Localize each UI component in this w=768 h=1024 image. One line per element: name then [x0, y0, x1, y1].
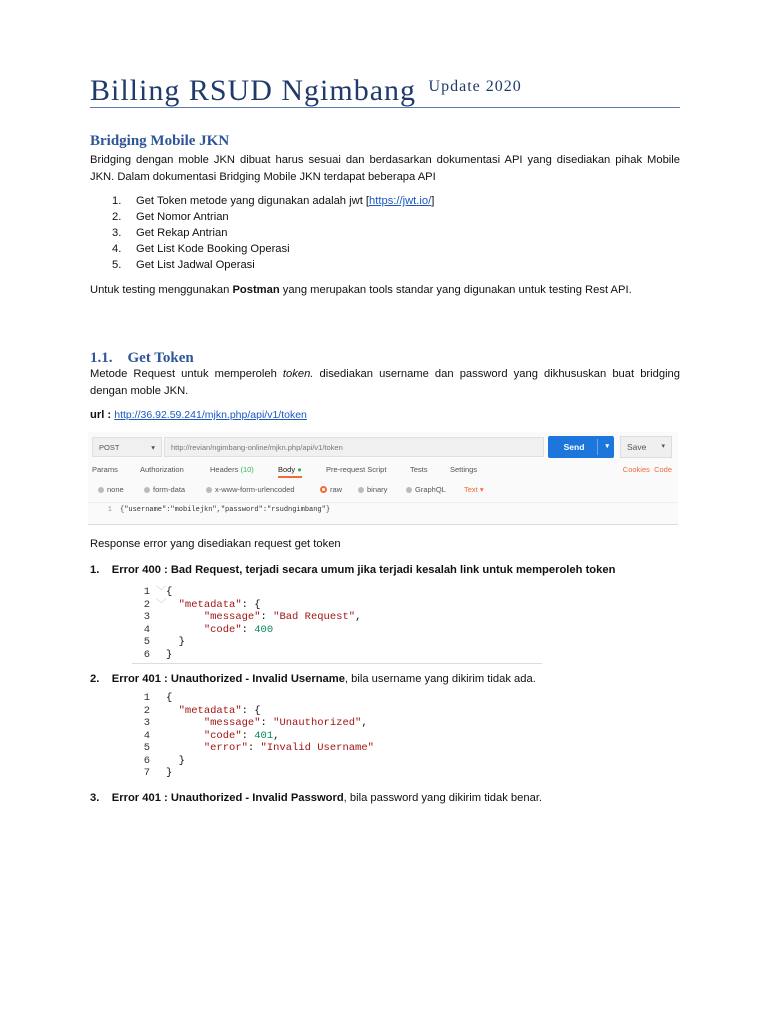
tab-params[interactable]: Params — [92, 465, 118, 474]
tab-body[interactable]: Body ● — [278, 465, 302, 478]
tab-authorization[interactable]: Authorization — [140, 465, 184, 474]
radio-none[interactable]: none — [98, 485, 124, 494]
code-block-401: 1 { 2 "metadata": { 3 "message": "Unauthorized", 4 "code": 401, 5 "error": "Invalid Username" 6 } 7 } — [132, 692, 472, 780]
document-title — [90, 74, 522, 108]
chevron-down-icon: ▾ — [661, 443, 665, 450]
error-401-username-line: 2. Error 401 : Unauthorized - Invalid Username, bila username yang dikirim tidak ada. — [90, 673, 536, 685]
send-button[interactable]: Send ▾ — [548, 436, 614, 458]
section-heading-get-token: 1.1. Get Token — [90, 350, 194, 366]
radio-x-www-form-urlencoded[interactable]: x-www-form-urlencoded — [206, 485, 295, 494]
chevron-down-icon: ▾ — [605, 443, 609, 450]
testing-paragraph: Untuk testing menggunakan Postman yang merupakan tools standar yang digunakan untuk testing Rest API. — [90, 284, 632, 296]
chevron-down-icon: ▾ — [151, 443, 155, 452]
code-link[interactable]: Code — [654, 465, 672, 474]
method-select[interactable]: POST ▾ — [92, 437, 162, 457]
tab-pre-request-script[interactable]: Pre-request Script — [326, 465, 387, 474]
token-url-link[interactable]: http://36.92.59.241/mjkn.php/api/v1/token — [114, 409, 307, 421]
section-heading-bridging: Bridging Mobile JKN — [90, 133, 230, 149]
radio-graphql[interactable]: GraphQL — [406, 485, 446, 494]
request-tabs — [92, 465, 672, 481]
api-list — [112, 193, 434, 273]
title-suffix: Update 2020 — [428, 78, 522, 95]
request-url-input[interactable]: http://revian/ngimbang-online/mjkn.php/api/v1/token — [164, 437, 544, 457]
body-type-select[interactable]: Text ▾ — [464, 485, 484, 494]
responses-intro: Response error yang disediakan request get token — [90, 538, 341, 550]
error-401-password-line: 3. Error 401 : Unauthorized - Invalid Password, bila password yang dikirim tidak benar. — [90, 792, 543, 804]
postman-request-panel — [88, 432, 678, 525]
tab-headers[interactable]: Headers (10) — [210, 465, 254, 474]
list-item: 2. Get Nomor Antrian — [112, 211, 229, 223]
list-item: 5. Get List Jadwal Operasi — [112, 259, 255, 271]
list-item: 4. Get List Kode Booking Operasi — [112, 243, 290, 255]
list-item: 1. Get Token metode yang digunakan adalah jwt [https://jwt.io/] — [112, 195, 435, 207]
code-block-400: 1 ﹀{ 2 ﹀ "metadata": { 3 "message": "Bad Request", 4 "code": 400 5 } 6 } — [132, 586, 542, 664]
chevron-down-icon: ▾ — [479, 485, 484, 494]
radio-binary[interactable]: binary — [358, 485, 387, 494]
body-editor[interactable]: 1 {"username":"mobilejkn","password":"rsudngimbang"} — [88, 502, 678, 517]
cookies-link[interactable]: Cookies — [622, 465, 650, 474]
radio-form-data[interactable]: form-data — [144, 485, 185, 494]
tab-settings[interactable]: Settings — [450, 465, 478, 474]
save-button[interactable]: Save ▾ — [620, 436, 672, 458]
get-token-desc: Metode Request untuk memperoleh token. disediakan username dan password yang dikhususkan buat bridging dengan moble JKN. — [90, 368, 680, 397]
list-item: 3. Get Rekap Antrian — [112, 227, 228, 239]
radio-raw[interactable]: raw — [320, 485, 342, 494]
right-links — [623, 465, 672, 474]
body-mode-options — [92, 485, 672, 499]
title-divider — [90, 107, 680, 108]
url-line: url : http://36.92.59.241/mjkn.php/api/v1/token — [90, 409, 307, 421]
tab-tests[interactable]: Tests — [410, 465, 428, 474]
error-400-line: 1. Error 400 : Bad Request, terjadi secara umum jika terjadi kesalah link untuk memperoleh token — [90, 564, 616, 576]
section-intro: Bridging dengan moble JKN dibuat harus sesuai dan berdasarkan dokumentasi API yang disediakan pihak Mobile JKN. Dalam dokumentasi Bridging Mobile JKN terdapat beberapa API — [90, 154, 680, 183]
jwt-link[interactable]: https://jwt.io/ — [369, 195, 432, 207]
active-dot-icon: ● — [297, 465, 302, 474]
title-text: Billing RSUD Ngimbang — [90, 74, 417, 107]
